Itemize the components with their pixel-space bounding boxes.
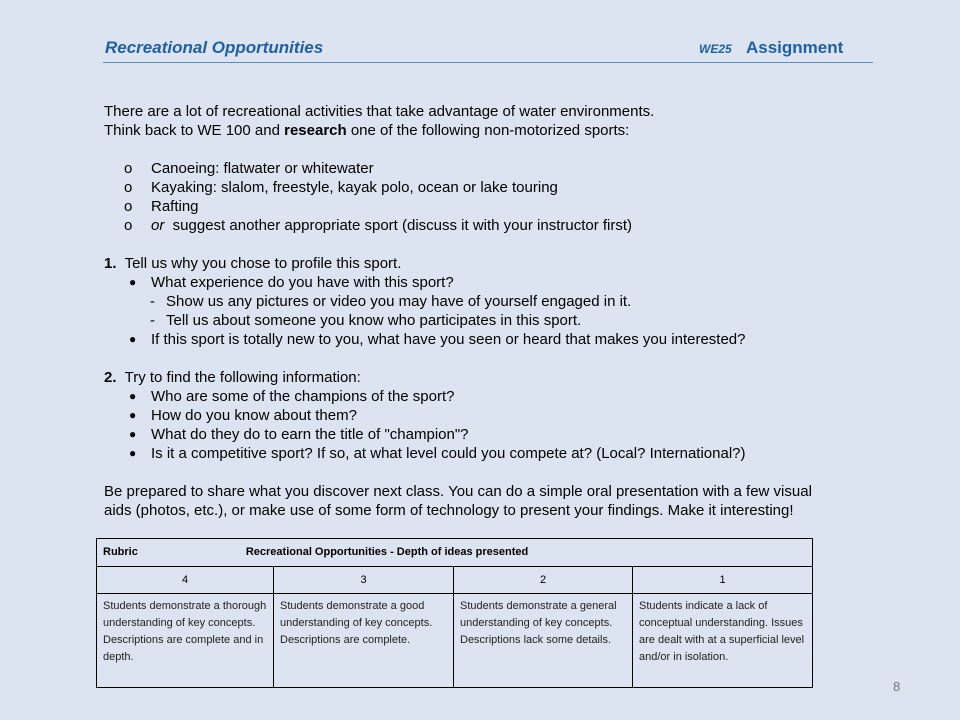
- sport-item: [104, 197, 884, 216]
- bullet-item: [104, 387, 884, 406]
- rubric-description: Students indicate a lack of conceptual understanding. Issues are dealt with at a superficial level and/or in isolation.: [633, 594, 813, 688]
- page-header: [103, 36, 873, 64]
- bullet-item: [104, 406, 884, 425]
- bullet-icon: ●: [129, 408, 137, 422]
- bullet-icon: ●: [129, 427, 137, 441]
- closing-line-2: aids (photos, etc.), or make use of some form of technology to present your findings. Make it interesting!: [104, 502, 794, 519]
- list-marker: o: [124, 179, 133, 196]
- rubric-description: Students demonstrate a general understanding of key concepts. Descriptions lack some details.: [454, 594, 633, 688]
- question-2: [104, 368, 884, 387]
- dash-icon: -: [150, 312, 155, 329]
- rubric-level: 1: [633, 567, 813, 594]
- bullet-item: [104, 444, 884, 463]
- header-divider: [103, 62, 873, 63]
- assignment-body: [104, 102, 884, 520]
- bullet-text: What experience do you have with this sport?: [151, 274, 454, 291]
- list-marker: o: [124, 198, 133, 215]
- rubric-table: [96, 538, 813, 688]
- question-text: Tell us why you chose to profile this sport.: [124, 255, 402, 272]
- bullet-text: What do they do to earn the title of "champion"?: [151, 426, 469, 443]
- sport-item: [104, 159, 884, 178]
- page-number: 8: [893, 679, 901, 694]
- sport-text: Kayaking: slalom, freestyle, kayak polo, ocean or lake touring: [151, 179, 558, 196]
- sport-italic: or: [151, 217, 165, 234]
- bullet-icon: ●: [129, 332, 137, 346]
- bullet-icon: ●: [129, 275, 137, 289]
- dash-icon: -: [150, 293, 155, 310]
- closing-line-1: Be prepared to share what you discover next class. You can do a simple oral presentation with a few visual: [104, 483, 812, 500]
- sport-text: Rafting: [151, 198, 199, 215]
- rubric-label: Rubric: [103, 546, 138, 558]
- bullet-icon: ●: [129, 446, 137, 460]
- list-marker: o: [124, 160, 133, 177]
- bullet-text: How do you know about them?: [151, 407, 357, 424]
- list-marker: o: [124, 217, 133, 234]
- page-title: Recreational Opportunities: [105, 38, 324, 57]
- bullet-item: [104, 330, 884, 349]
- rubric-level: 3: [274, 567, 454, 594]
- intro-line-1: There are a lot of recreational activities that take advantage of water environments.: [104, 103, 655, 120]
- rubric-level: 4: [97, 567, 274, 594]
- intro-line-2: [104, 121, 884, 140]
- rubric-description: Students demonstrate a good understanding of key concepts. Descriptions are complete.: [274, 594, 454, 688]
- question-text: Try to find the following information:: [124, 369, 361, 386]
- dash-text: Tell us about someone you know who participates in this sport.: [166, 312, 582, 329]
- rubric-level: 2: [454, 567, 633, 594]
- rubric-heading: Recreational Opportunities - Depth of ideas presented: [245, 546, 529, 558]
- sport-text: suggest another appropriate sport (discuss it with your instructor first): [164, 217, 633, 234]
- rubric-header: [97, 539, 813, 567]
- question-number: 2.: [104, 369, 117, 386]
- dash-text: Show us any pictures or video you may have of yourself engaged in it.: [166, 293, 632, 310]
- question-1: [104, 254, 884, 273]
- bullet-text: Is it a competitive sport? If so, at what level could you compete at? (Local? International?): [151, 445, 746, 462]
- intro-text-end: one of the following non-motorized sports:: [346, 122, 630, 139]
- course-code: WE25: [699, 42, 732, 56]
- bullet-text: If this sport is totally new to you, what have you seen or heard that makes you interested?: [151, 331, 746, 348]
- sport-item: [104, 178, 884, 197]
- sport-text: Canoeing: flatwater or whitewater: [151, 160, 374, 177]
- sport-item: [104, 216, 884, 235]
- dash-item: [104, 311, 884, 330]
- assignment-label: Assignment: [746, 38, 844, 57]
- bullet-item: [104, 425, 884, 444]
- intro-text: Think back to WE 100 and: [104, 122, 285, 139]
- bullet-text: Who are some of the champions of the sport?: [151, 388, 455, 405]
- dash-item: [104, 292, 884, 311]
- intro-emphasis: research: [284, 122, 347, 139]
- bullet-icon: ●: [129, 389, 137, 403]
- bullet-item: [104, 273, 884, 292]
- rubric-description: Students demonstrate a thorough understanding of key concepts. Descriptions are complete and in depth.: [97, 594, 274, 688]
- question-number: 1.: [104, 255, 117, 272]
